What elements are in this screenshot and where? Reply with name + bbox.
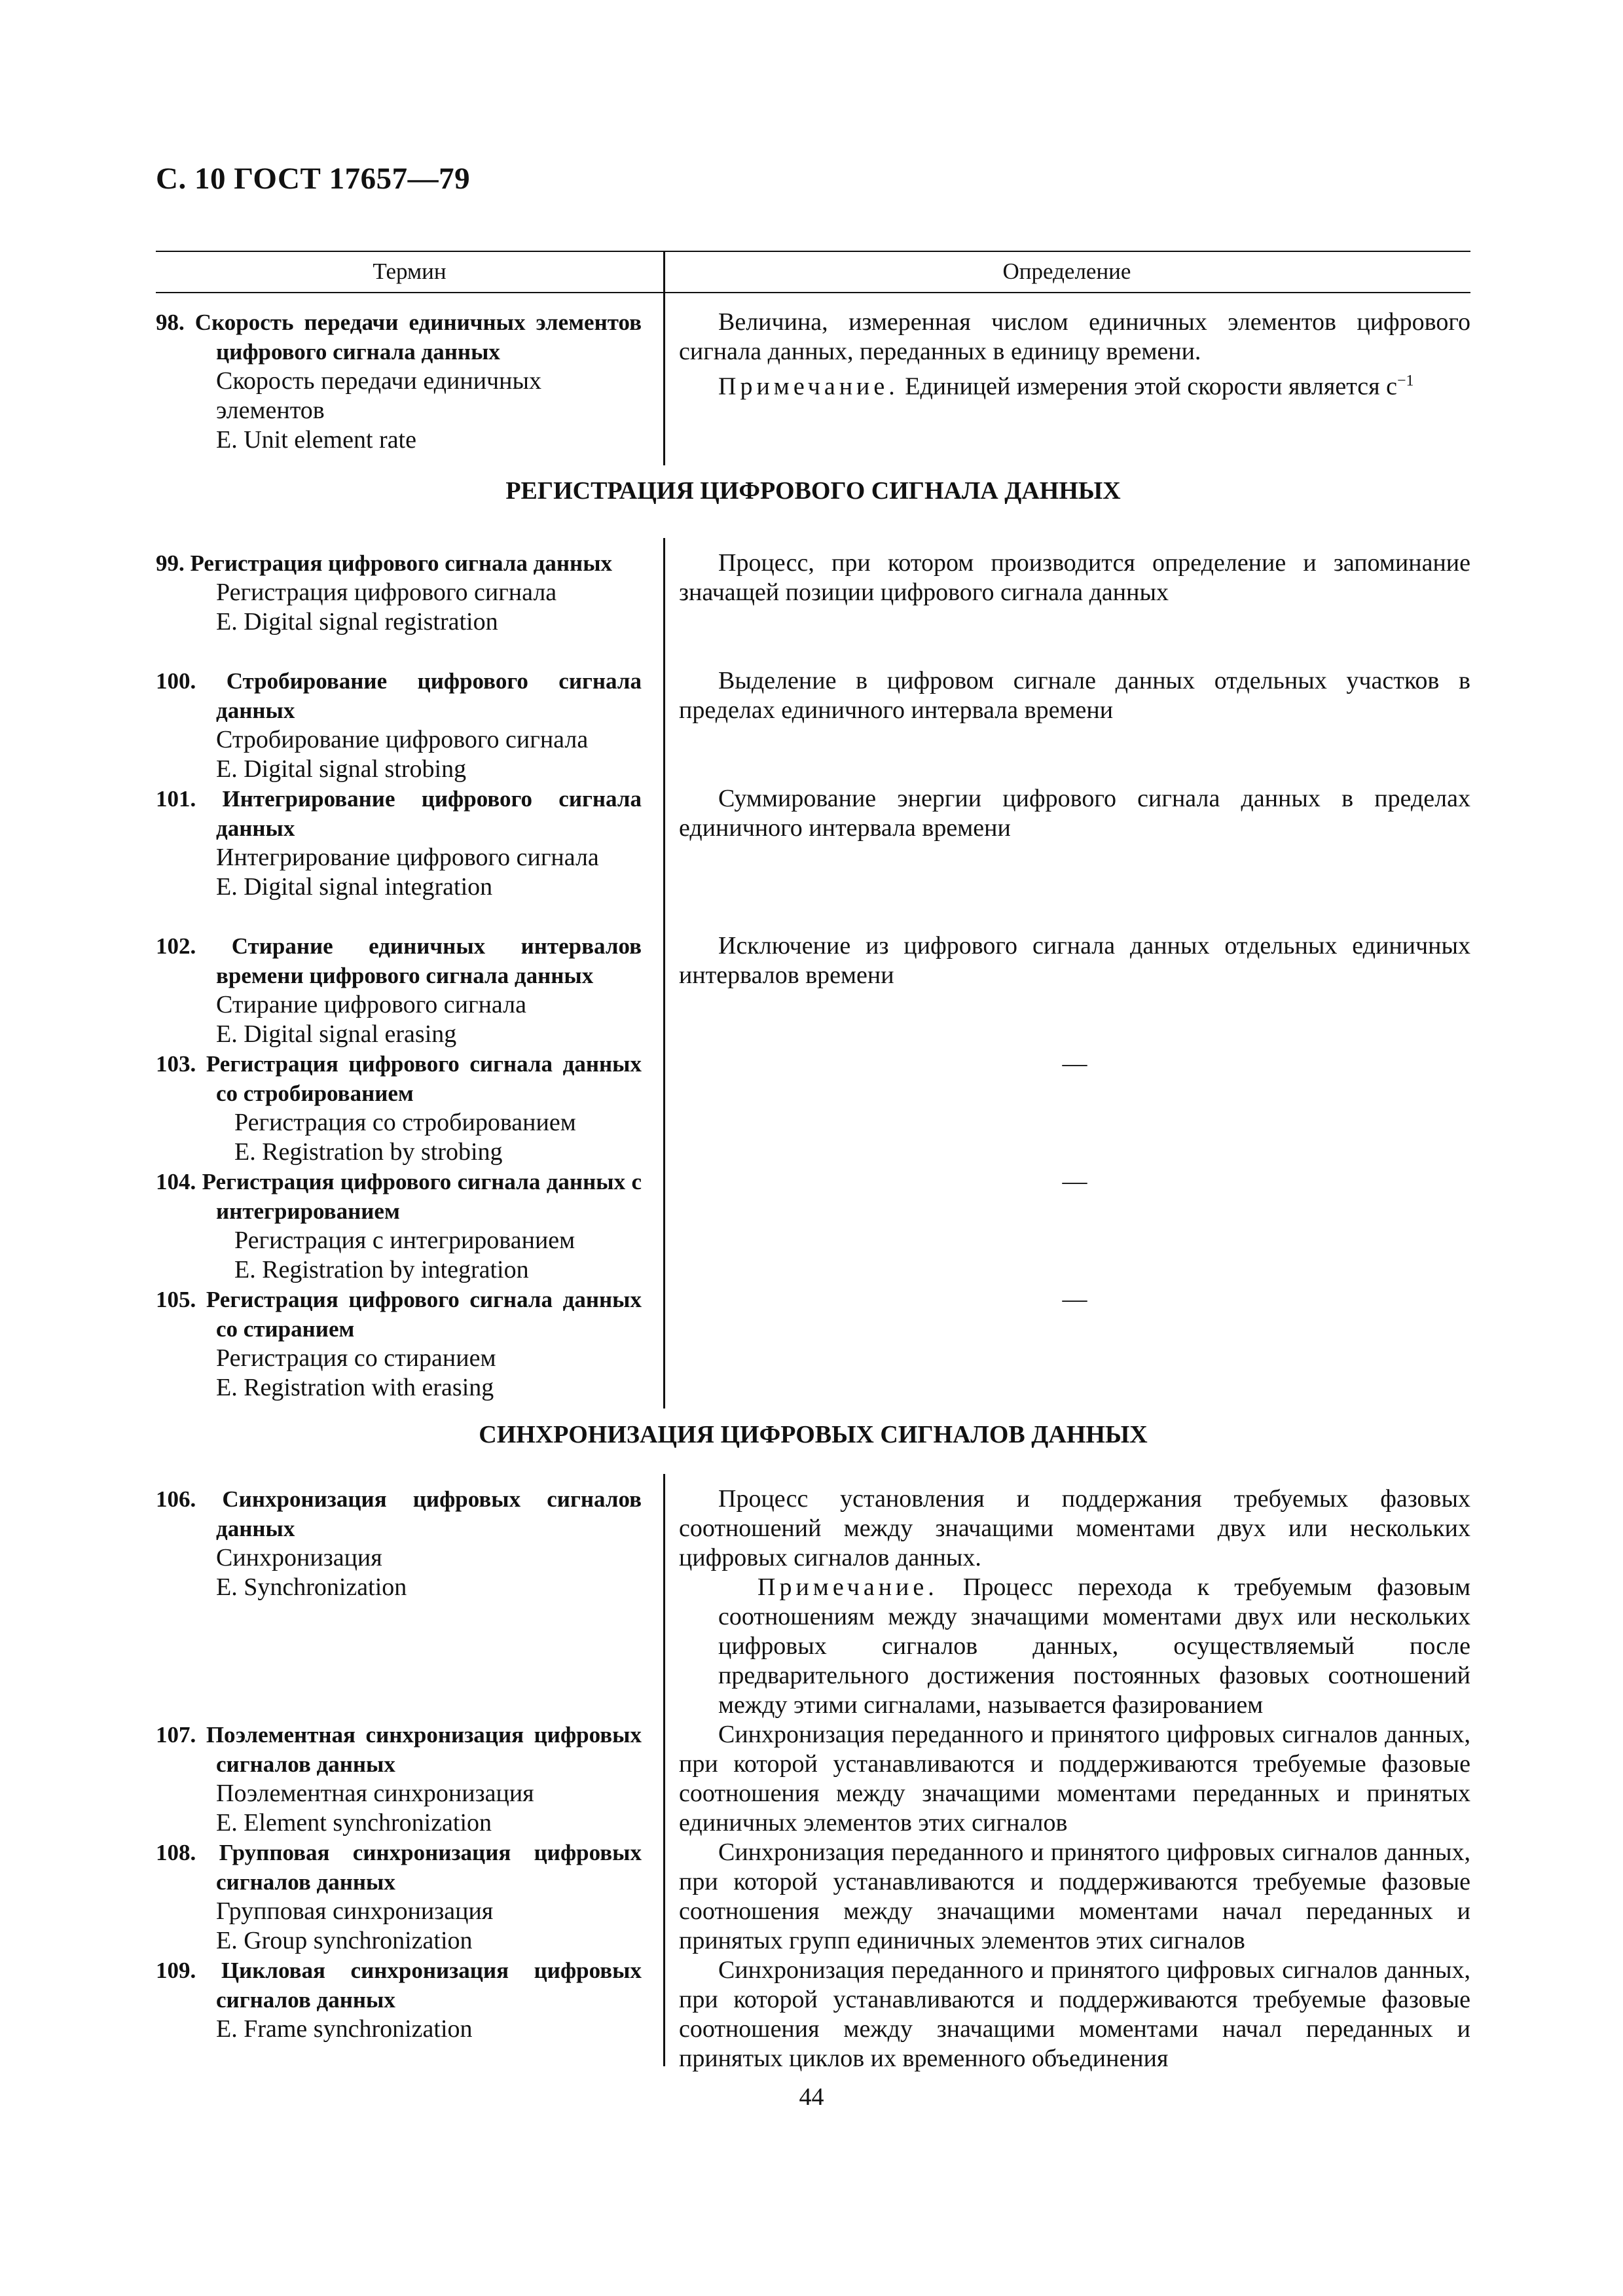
section-title: РЕГИСТРАЦИЯ ЦИФРОВОГО СИГНАЛА ДАННЫХ xyxy=(505,477,1121,505)
term-entry-103: 103. Регистрация цифрового сигнала данных со стробированием Регистрация со стробированием E. Registration by strobing xyxy=(156,1051,642,1166)
page-header: С. 10 ГОСТ 17657—79 xyxy=(156,162,471,196)
term-entry-101: 101. Интегрирование цифрового сигнала данных Интегрирование цифрового сигнала E. Digital signal integration xyxy=(156,786,642,901)
column-divider xyxy=(663,251,665,465)
term-bold: 98. Скорость передачи единичных элементов цифрового сигнала данных xyxy=(156,310,642,365)
term-entry-100: 100. Стробирование цифрового сигнала данных Стробирование цифрового сигнала E. Digital signal strobing xyxy=(156,668,642,783)
term-short: Скорость передачи единичных элементов xyxy=(216,367,542,424)
term-entry-108: 108. Групповая синхронизация цифровых сигналов данных Групповая синхронизация E. Group synchronization xyxy=(156,1840,642,1954)
table-top-rule xyxy=(156,251,1470,252)
definition-107: Синхронизация переданного и принятого цифровых сигналов данных, при которой устанавливаются и поддерживаются требуемые фазовые соотношения между значащими моментами переданных и принятых единичных элементов этих сигналов xyxy=(679,1721,1470,1837)
definition-105: — xyxy=(1062,1285,1087,1313)
definition-102: Исключение из цифрового сигнала данных отдельных единичных интервалов времени xyxy=(679,932,1470,989)
page-number: 44 xyxy=(799,2083,824,2111)
term-entry-102: 102. Стирание единичных интервалов времени цифрового сигнала данных Стирание цифрового сигнала E. Digital signal erasing xyxy=(156,933,642,1048)
column-divider xyxy=(663,538,665,1408)
definition-99: Процесс, при котором производится определение и запоминание значащей позиции цифрового сигнала данных xyxy=(679,549,1470,606)
term-entry-99: 99. Регистрация цифрового сигнала данных Регистрация цифрового сигнала E. Digital signal registration xyxy=(156,550,613,636)
term-entry-107: 107. Поэлементная синхронизация цифровых сигналов данных Поэлементная синхронизация E. Element synchronization xyxy=(156,1722,642,1837)
table-header-rule xyxy=(156,292,1470,293)
term-entry-106: 106. Синхронизация цифровых сигналов данных Синхронизация E. Synchronization xyxy=(156,1486,642,1601)
definition-106: Процесс установления и поддержания требуемых фазовых соотношений между значащими моментами двух или нескольких цифровых сигналов данных. Примечание. Процесс перехода к требуемым фазовым соотношениям между значащими моментами двух или нескольких цифровых сигналов данных, осуществляемый после предварительного достижения постоянных фазовых соотношений между этими сигналами, называется фазированием xyxy=(679,1485,1470,1719)
column-divider xyxy=(663,1474,665,2066)
section-title: СИНХРОНИЗАЦИЯ ЦИФРОВЫХ СИГНАЛОВ ДАННЫХ xyxy=(479,1421,1148,1448)
term-entry-105: 105. Регистрация цифрового сигнала данных со стиранием Регистрация со стиранием E. Registration with erasing xyxy=(156,1287,642,1401)
definition-103: — xyxy=(1062,1050,1087,1077)
column-header-term: Термин xyxy=(373,259,447,284)
definition-104: — xyxy=(1062,1168,1087,1195)
term-entry-98 xyxy=(156,308,642,455)
definition-108: Синхронизация переданного и принятого цифровых сигналов данных, при которой устанавливаются и поддерживаются требуемые фазовые соотношения между значащими моментами начал переданных и принятых групп единичных элементов этих сигналов xyxy=(679,1839,1470,1954)
definition-101: Суммирование энергии цифрового сигнала данных в пределах единичного интервала времени xyxy=(679,785,1470,842)
definition-98: Величина, измеренная числом единичных элементов цифрового сигнала данных, переданных в единицу времени. Примечание. Единицей измерения этой скорости является $с^{-1}$ xyxy=(679,308,1470,401)
note-label: Примечание. xyxy=(757,1573,938,1601)
term-entry-104: 104. Регистрация цифрового сигнала данных с интегрированием Регистрация с интегрированием E. Registration by integration xyxy=(156,1169,642,1283)
definition-100: Выделение в цифровом сигнале данных отдельных участков в пределах единичного интервала времени xyxy=(679,667,1470,724)
term-english: E. Unit element rate xyxy=(216,426,416,454)
column-header-definition: Определение xyxy=(1002,259,1131,284)
definition-109: Синхронизация переданного и принятого цифровых сигналов данных, при которой устанавливаются и поддерживаются требуемые фазовые соотношения между значащими моментами начал переданных и принятых циклов их временного объединения xyxy=(679,1956,1470,2072)
term-entry-109: 109. Цикловая синхронизация цифровых сигналов данных E. Frame synchronization xyxy=(156,1958,642,2043)
note-label: Примечание. xyxy=(718,372,899,401)
